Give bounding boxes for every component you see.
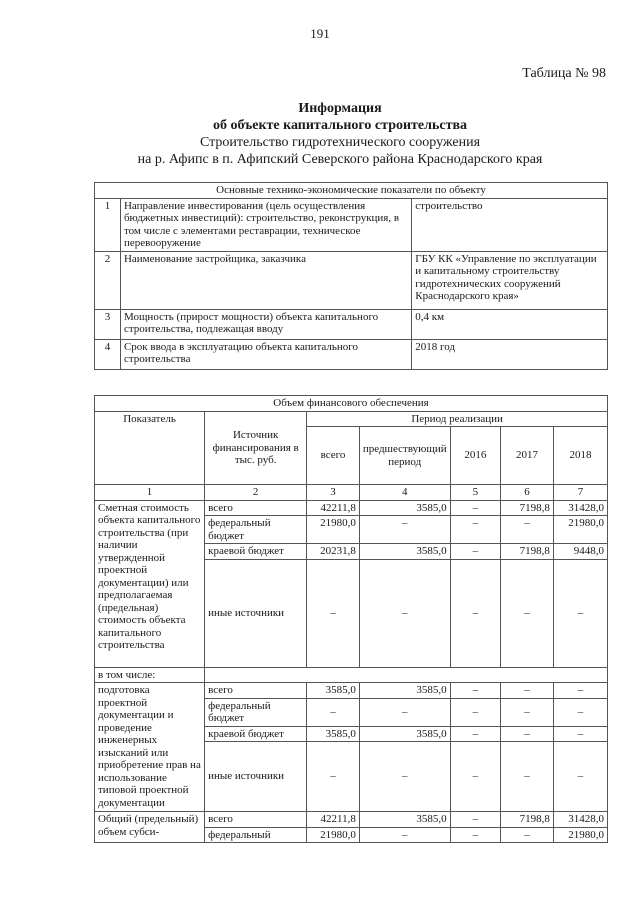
col-num: 3	[307, 485, 360, 501]
indicator-value: ГБУ КК «Управление по эксплуатации и капитальному строительству гидротехнических сооружений Краснодарского края»	[412, 251, 608, 309]
cell-2016: –	[450, 559, 501, 667]
cell-prev: 3585,0	[359, 726, 450, 742]
group-label: подготовка проектной документации и проведение инженерных изысканий или приобретение прав на использование типовой проектной документации	[95, 683, 205, 812]
col-source: Источник финансирования в тыс. руб.	[205, 411, 307, 485]
cell-prev: 3585,0	[359, 812, 450, 828]
cell-prev: –	[359, 516, 450, 544]
cell-2018: –	[553, 742, 607, 812]
table-row	[95, 309, 608, 339]
cell-2017: 7198,8	[501, 500, 554, 516]
finance-table	[94, 395, 608, 843]
source-label: всего	[205, 500, 307, 516]
indicator-name: Наименование застройщика, заказчика	[120, 251, 411, 309]
source-label: иные источники	[205, 559, 307, 667]
col-numbers-row	[95, 485, 608, 501]
in-that-label: в том числе:	[95, 667, 205, 683]
page-number: 191	[310, 26, 330, 41]
cell-total: –	[307, 698, 360, 726]
cell-2016: –	[450, 726, 501, 742]
indicator-value: 2018 год	[412, 339, 608, 369]
object-line-2: на р. Афипс в п. Афипский Северского района Краснодарского края	[137, 152, 543, 167]
source-label: всего	[205, 812, 307, 828]
col-num: 2	[205, 485, 307, 501]
cell-2018: 21980,0	[553, 516, 607, 544]
row-number: 4	[95, 339, 121, 369]
cell-2018: 31428,0	[553, 812, 607, 828]
col-num: 7	[553, 485, 607, 501]
table-row	[95, 683, 608, 699]
cell-total: –	[307, 742, 360, 812]
source-label: краевой бюджет	[205, 726, 307, 742]
cell-total: 3585,0	[307, 726, 360, 742]
cell-2018: –	[553, 559, 607, 667]
cell-prev: 3585,0	[359, 544, 450, 560]
group-label: Сметная стоимость объекта капитального строительства (при наличии утвержденной проектной документации) или предполагаемая (предельная) стоимость объекта капитального строительства	[95, 500, 205, 667]
col-prev: предшествующий период	[359, 427, 450, 485]
row-number: 1	[95, 198, 121, 251]
cell-2017: –	[501, 698, 554, 726]
indicator-value: строительство	[412, 198, 608, 251]
cell-total: 42211,8	[307, 812, 360, 828]
cell-total: 3585,0	[307, 683, 360, 699]
table-row	[95, 251, 608, 309]
cell-2016: –	[450, 500, 501, 516]
cell-prev: 3585,0	[359, 500, 450, 516]
cell-total: 21980,0	[307, 516, 360, 544]
col-num: 6	[501, 485, 554, 501]
object-line-1: Строительство гидротехнического сооружения	[199, 135, 481, 150]
cell-2018: 31428,0	[553, 500, 607, 516]
col-2016: 2016	[450, 427, 501, 485]
source-label: всего	[205, 683, 307, 699]
cell-total: 21980,0	[307, 827, 360, 843]
cell-prev: –	[359, 742, 450, 812]
cell-total: 42211,8	[307, 500, 360, 516]
source-label: федеральный бюджет	[205, 698, 307, 726]
cell-2018: 21980,0	[553, 827, 607, 843]
cell-2017: –	[501, 726, 554, 742]
in-that-empty	[205, 667, 608, 683]
cell-total: 20231,8	[307, 544, 360, 560]
cell-2017: –	[501, 742, 554, 812]
table-row	[95, 198, 608, 251]
source-label: иные источники	[205, 742, 307, 812]
finance-header-row	[95, 396, 608, 412]
cell-prev: –	[359, 827, 450, 843]
col-2017: 2017	[501, 427, 554, 485]
table-row	[95, 812, 608, 828]
col-num: 4	[359, 485, 450, 501]
cell-2016: –	[450, 544, 501, 560]
col-period: Период реализации	[307, 411, 608, 427]
cell-prev: –	[359, 698, 450, 726]
cell-2018: –	[553, 698, 607, 726]
table-row	[95, 500, 608, 516]
cell-2017: –	[501, 827, 554, 843]
indicator-name: Направление инвестирования (цель осуществления бюджетных инвестиций): строительство, реконструкция, в том числе с элементами реставрации, техническое перевооружение	[120, 198, 411, 251]
cell-total: –	[307, 559, 360, 667]
cell-2016: –	[450, 812, 501, 828]
cell-2016: –	[450, 516, 501, 544]
indicator-name: Мощность (прирост мощности) объекта капитального строительства, подлежащая вводу	[120, 309, 411, 339]
indicators-header: Основные технико-экономические показатели по объекту	[95, 183, 608, 199]
cell-2018: –	[553, 726, 607, 742]
cell-2018: –	[553, 683, 607, 699]
cell-2017: –	[501, 559, 554, 667]
finance-colhead-row	[95, 411, 608, 427]
finance-header: Объем финансового обеспечения	[95, 396, 608, 412]
cell-2017: 7198,8	[501, 544, 554, 560]
row-number: 2	[95, 251, 121, 309]
cell-2016: –	[450, 742, 501, 812]
table-row	[95, 339, 608, 369]
indicator-value: 0,4 км	[412, 309, 608, 339]
cell-2018: 9448,0	[553, 544, 607, 560]
cell-prev: –	[359, 559, 450, 667]
cell-2016: –	[450, 698, 501, 726]
col-indicator: Показатель	[95, 411, 205, 485]
source-label: федеральный	[205, 827, 307, 843]
col-total: всего	[307, 427, 360, 485]
indicator-name: Срок ввода в эксплуатацию объекта капитального строительства	[120, 339, 411, 369]
document-heading	[60, 100, 620, 168]
table-label: Таблица № 98	[522, 66, 606, 81]
col-2018: 2018	[553, 427, 607, 485]
row-number: 3	[95, 309, 121, 339]
group-label: Общий (предельный) объем субси-	[95, 812, 205, 843]
source-label: краевой бюджет	[205, 544, 307, 560]
indicators-header-row	[95, 183, 608, 199]
in-that-row	[95, 667, 608, 683]
indicators-table	[94, 182, 608, 370]
col-num: 1	[95, 485, 205, 501]
col-num: 5	[450, 485, 501, 501]
source-label: федеральный бюджет	[205, 516, 307, 544]
cell-prev: 3585,0	[359, 683, 450, 699]
title: Информация	[298, 101, 382, 116]
cell-2017: 7198,8	[501, 812, 554, 828]
cell-2016: –	[450, 683, 501, 699]
cell-2017: –	[501, 683, 554, 699]
cell-2016: –	[450, 827, 501, 843]
subtitle: об объекте капитального строительства	[212, 118, 468, 133]
cell-2017: –	[501, 516, 554, 544]
